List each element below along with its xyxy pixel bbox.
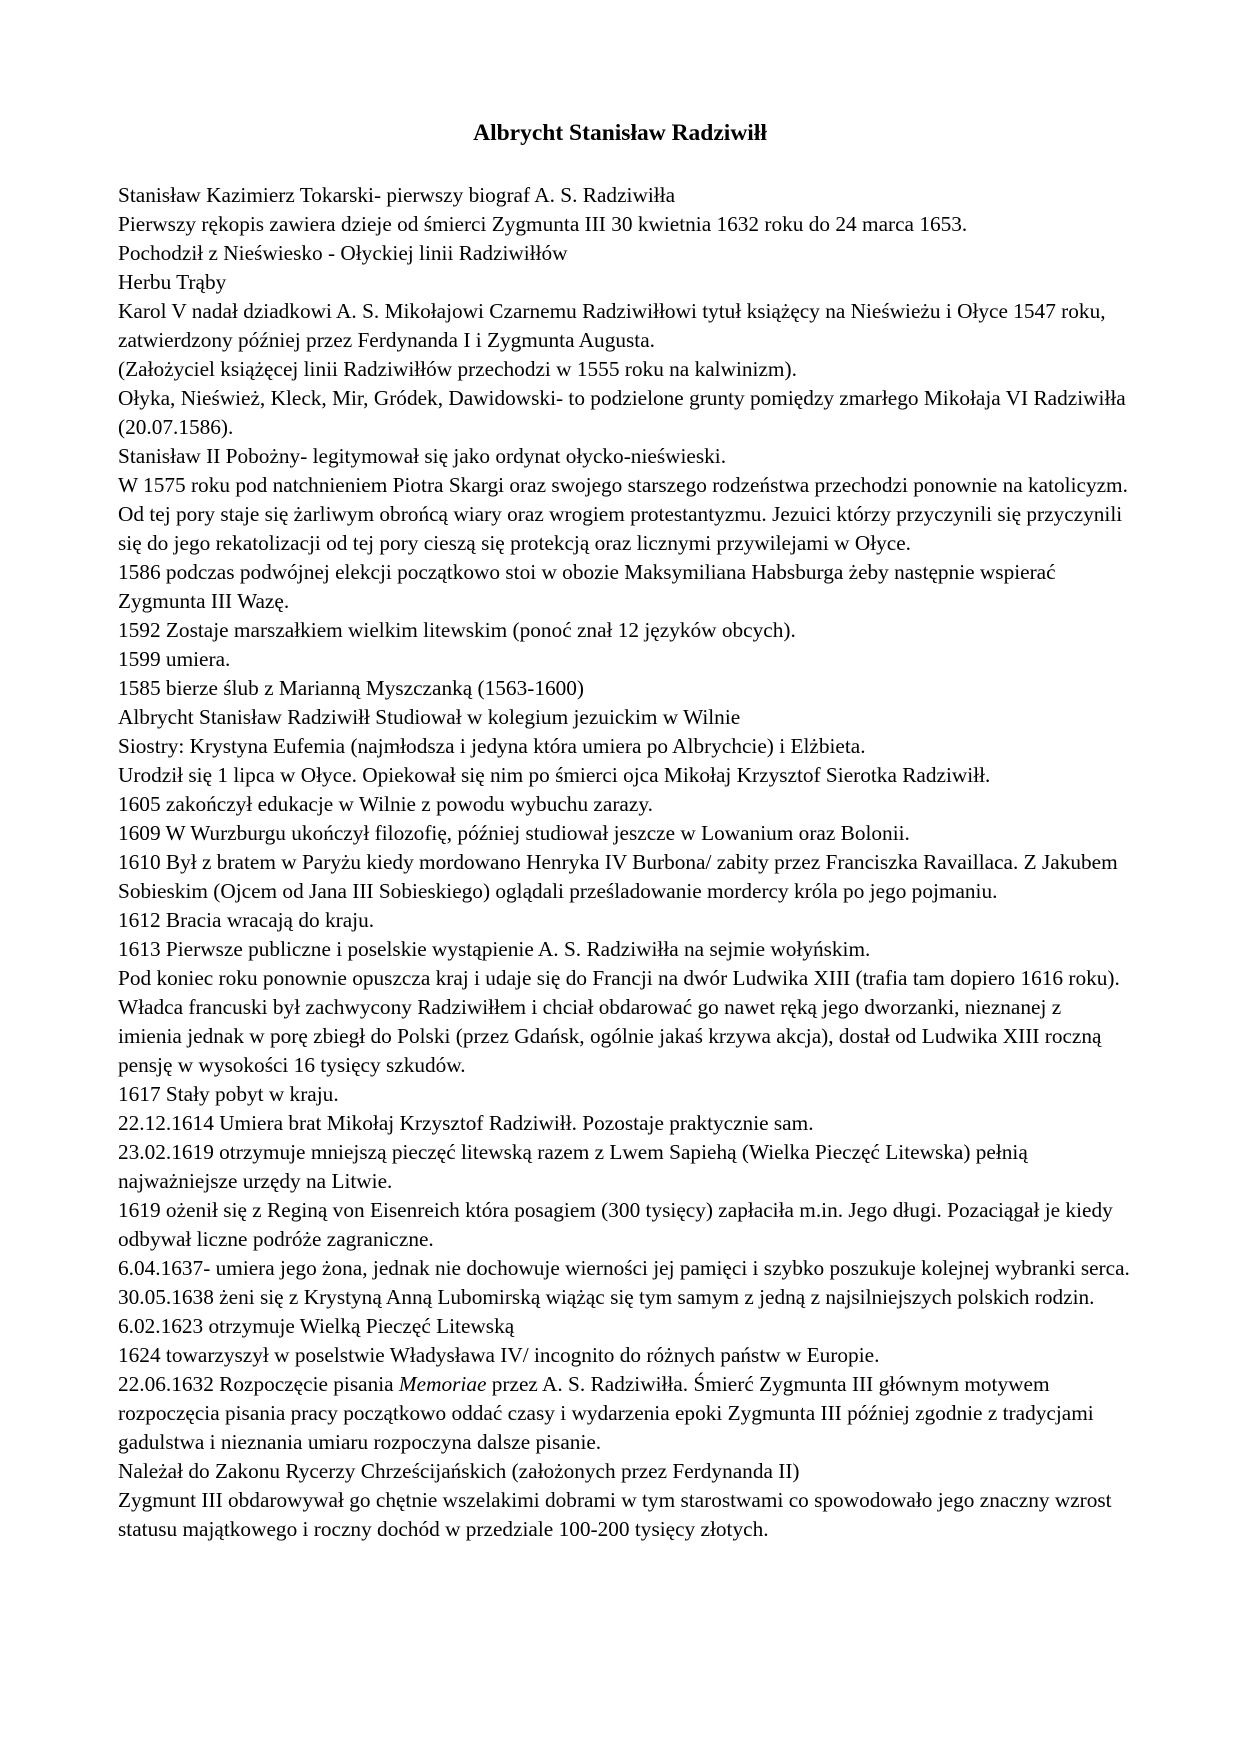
memoriae-paragraph <box>118 1370 1130 1457</box>
paragraph: 23.02.1619 otrzymuje mniejszą pieczęć litewską razem z Lwem Sapiehą (Wielka Pieczęć Litewska) pełnią najważniejsze urzędy na Litwie. <box>118 1140 1028 1193</box>
memoriae-text-before: 22.06.1632 Rozpoczęcie pisania <box>118 1372 399 1396</box>
paragraph: Stanisław Kazimierz Tokarski- pierwszy biograf A. S. Radziwiłła <box>118 183 676 207</box>
paragraph: Albrycht Stanisław Radziwiłł Studiował w kolegium jezuickim w Wilnie <box>118 705 741 729</box>
paragraph: 1605 zakończył edukacje w Wilnie z powodu wybuchu zarazy. <box>118 792 653 816</box>
paragraph: (Założyciel książęcej linii Radziwiłłów przechodzi w 1555 roku na kalwinizm). <box>118 357 797 381</box>
paragraph: Należał do Zakonu Rycerzy Chrześcijańskich (założonych przez Ferdynanda II) <box>118 1459 800 1483</box>
paragraph: 30.05.1638 żeni się z Krystyną Anną Lubomirską wiążąc się tym samym z jedną z najsilniejszych polskich rodzin. <box>118 1285 1095 1309</box>
document-body <box>118 181 1130 1544</box>
paragraph: 1610 Był z bratem w Paryżu kiedy mordowano Henryka IV Burbona/ zabity przez Franciszka Ravaillaca. Z Jakubem Sobieskim (Ojcem od Jana III Sobieskiego) oglądali prześladowanie mordercy króla po jego pojmaniu. <box>118 850 1118 903</box>
paragraph: Pod koniec roku ponownie opuszcza kraj i udaje się do Francji na dwór Ludwika XIII (trafia tam dopiero 1616 roku). Władca francuski był zachwycony Radziwiłłem i chciał obdarować go nawet ręką jego dworzanki, nieznanej z imienia jednak w porę zbiegł do Polski (przez Gdańsk, ogólnie jakaś krzywa akcja), dostał od Ludwika XIII roczną pensję w wysokości 16 tysięcy szkudów. <box>118 966 1120 1077</box>
paragraph: Pierwszy rękopis zawiera dzieje od śmierci Zygmunta III 30 kwietnia 1632 roku do 24 marca 1653. <box>118 212 968 236</box>
paragraph: 1586 podczas podwójnej elekcji początkowo stoi w obozie Maksymiliana Habsburga żeby następnie wspierać Zygmunta III Wazę. <box>118 560 1056 613</box>
paragraph: 1592 Zostaje marszałkiem wielkim litewskim (ponoć znał 12 języków obcych). <box>118 618 796 642</box>
memoriae-text-after: przez A. S. Radziwiłła. Śmierć Zygmunta III głównym motywem rozpoczęcia pisania pracy początkowo oddać czasy i wydarzenia epoki Zygmunta III później zgodnie z tradycjami gadulstwa i nieznania umiaru rozpoczyna dalsze pisanie. <box>118 1372 1094 1454</box>
paragraph: 1612 Bracia wracają do kraju. <box>118 908 375 932</box>
paragraph: Urodził się 1 lipca w Ołyce. Opiekował się nim po śmierci ojca Mikołaj Krzysztof Sierotka Radziwiłł. <box>118 763 991 787</box>
paragraph: Pochodził z Nieświesko - Ołyckiej linii Radziwiłłów <box>118 241 568 265</box>
memoriae-italic-title: Memoriae <box>398 1372 487 1396</box>
paragraph: 1619 ożenił się z Reginą von Eisenreich która posagiem (300 tysięcy) zapłaciła m.in. Jego długi. Pozaciągał je kiedy odbywał liczne podróże zagraniczne. <box>118 1198 1113 1251</box>
paragraph: Ołyka, Nieśwież, Kleck, Mir, Gródek, Dawidowski- to podzielone grunty pomiędzy zmarłego Mikołaja VI Radziwiłła (20.07.1586). <box>118 386 1126 439</box>
paragraph: 6.02.1623 otrzymuje Wielką Pieczęć Litewską <box>118 1314 515 1338</box>
paragraph: W 1575 roku pod natchnieniem Piotra Skargi oraz swojego starszego rodzeństwa przechodzi ponownie na katolicyzm. Od tej pory staje się żarliwym obrońcą wiary oraz wrogiem protestantyzmu. Jezuici którzy przyczynili się przyczynili się do jego rekatolizacji od tej pory cieszą się protekcją oraz licznymi przywilejami w Ołyce. <box>118 473 1128 555</box>
document-title: Albrycht Stanisław Radziwiłł <box>473 120 767 146</box>
paragraph: Siostry: Krystyna Eufemia (najmłodsza i jedyna która umiera po Albrychcie) i Elżbieta. <box>118 734 866 758</box>
paragraph: 1585 bierze ślub z Marianną Myszczanką (1563-1600) <box>118 676 585 700</box>
paragraph: 1609 W Wurzburgu ukończył filozofię, później studiował jeszcze w Lowanium oraz Bolonii. <box>118 821 910 845</box>
paragraph: Karol V nadał dziadkowi A. S. Mikołajowi Czarnemu Radziwiłłowi tytuł książęcy na Nieświeżu i Ołyce 1547 roku, zatwierdzony później przez Ferdynanda I i Zygmunta Augusta. <box>118 299 1106 352</box>
paragraph: 1599 umiera. <box>118 647 231 671</box>
paragraph: 6.04.1637- umiera jego żona, jednak nie dochowuje wierności jej pamięci i szybko poszukuje kolejnej wybranki serca. <box>118 1256 1130 1280</box>
paragraph: 1617 Stały pobyt w kraju. <box>118 1082 339 1106</box>
paragraph: Herbu Trąby <box>118 270 227 294</box>
paragraph: 1613 Pierwsze publiczne i poselskie wystąpienie A. S. Radziwiłła na sejmie wołyńskim. <box>118 937 871 961</box>
paragraph: Zygmunt III obdarowywał go chętnie wszelakimi dobrami w tym starostwami co spowodowało jego znaczny wzrost statusu majątkowego i roczny dochód w przedziale 100-200 tysięcy złotych. <box>118 1488 1112 1541</box>
paragraph: 1624 towarzyszył w poselstwie Władysława IV/ incognito do różnych państw w Europie. <box>118 1343 880 1367</box>
paragraph: Stanisław II Pobożny- legitymował się jako ordynat ołycko-nieświeski. <box>118 444 727 468</box>
paragraph: 22.12.1614 Umiera brat Mikołaj Krzysztof Radziwiłł. Pozostaje praktycznie sam. <box>118 1111 814 1135</box>
